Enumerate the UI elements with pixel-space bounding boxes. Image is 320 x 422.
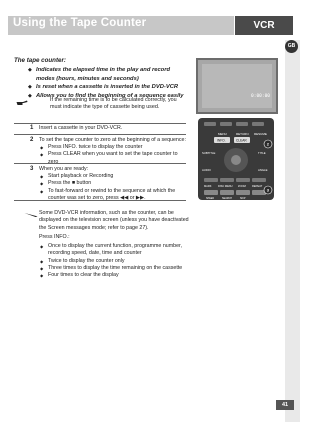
callout-3-label: 3 xyxy=(266,187,270,193)
page-header xyxy=(0,0,300,40)
page-title: Using the Tape Counter xyxy=(13,17,147,29)
remote-label-return: RETURN xyxy=(236,132,249,136)
step-number: 2 xyxy=(30,137,34,143)
remote-label-skip: SKIP xyxy=(240,197,246,200)
remote-label-subtitle: SUBTITLE xyxy=(202,151,216,155)
language-badge: GB xyxy=(285,40,298,53)
step-item: ◆ Press INFO. twice to display the counter xyxy=(39,144,189,151)
step-item: ◆ To fast-forward or rewind to the sequence at which the counter was set to zero, press ◀◀ or ▶▶. xyxy=(39,188,189,202)
step-text xyxy=(39,125,189,132)
note-text xyxy=(39,210,189,280)
divider xyxy=(14,200,186,201)
remote-control-illustration xyxy=(196,118,278,200)
note-item: ◆ Three times to display the time remaining on the cassette xyxy=(39,265,189,272)
step-item: ◆ Start playback or Recording xyxy=(39,173,189,180)
remote-label-clear: CLEAR xyxy=(236,138,247,143)
remote-label-speed: SPEED xyxy=(206,197,215,200)
pointing-hand-icon xyxy=(16,99,28,106)
remote-label-mark: MARK xyxy=(204,185,212,188)
note-text: If the remaining time is to be calculated correctly, you must indicate the type of cassette being used. xyxy=(50,97,177,111)
remote-label-title: TITLE xyxy=(258,151,266,155)
callout-2-label: 2 xyxy=(266,141,270,147)
intro-title: The tape counter: xyxy=(14,57,66,64)
step-number: 3 xyxy=(30,166,34,172)
side-strip xyxy=(285,40,300,422)
divider xyxy=(14,163,186,164)
remote-label-disc-menu: DISC MENU xyxy=(218,185,233,188)
remote-label-info: INFO. xyxy=(217,138,226,143)
remote-label-resume: RESUME xyxy=(254,132,267,136)
intro-item: ◆ Allows you to find the beginning of a sequence easily xyxy=(14,92,189,101)
tv-screen-illustration xyxy=(196,58,278,114)
divider xyxy=(14,123,186,124)
section-tab: VCR xyxy=(235,16,293,35)
intro-item: ◆ Indicates the elapsed time in the play and record modes (hours, minutes and seconds) xyxy=(14,66,189,83)
step-instruction: To set the tape counter to zero at the beginning of a sequence: xyxy=(39,137,186,143)
note-intro: Some DVD-VCR information, such as the counter, can be displayed on the television screen (unless you have deactivated the Screen messages mode; refer to page 27). xyxy=(39,210,189,231)
pen-note-icon xyxy=(24,212,38,218)
step-text xyxy=(39,137,189,166)
step-item: ◆ Press CLEAR when you want to set the tape counter to zero xyxy=(39,151,189,165)
note-item: ◆ Once to display the current function, programme number, recording speed, date, time and counter xyxy=(39,243,189,258)
ok-button xyxy=(231,155,241,165)
remote-label-zoom: ZOOM xyxy=(238,185,246,188)
remote-label-angle: ANGLE xyxy=(258,168,268,172)
remote-label-search: SEARCH xyxy=(222,197,232,200)
step-item: ◆ Press the ■ button xyxy=(39,180,189,187)
step-text xyxy=(39,166,189,202)
step-instruction: Insert a cassette in your DVD-VCR. xyxy=(39,125,123,131)
tv-display xyxy=(202,64,272,108)
note-item: ◆ Four times to clear the display xyxy=(39,272,189,279)
remote-label-menu: MENU xyxy=(218,132,227,136)
remote-label-audio: AUDIO xyxy=(202,168,211,172)
tv-counter: 0:00:00 xyxy=(251,94,270,99)
divider xyxy=(14,134,186,135)
step-number: 1 xyxy=(30,125,34,131)
note-item: ◆ Twice to display the counter only xyxy=(39,258,189,265)
note-press-label: Press INFO.: xyxy=(39,233,70,240)
page-number: 41 xyxy=(276,400,294,410)
remote-label-repeat: REPEAT xyxy=(252,185,263,188)
intro-item: ◆ Is reset when a cassette is inserted in the DVD-VCR xyxy=(14,83,189,92)
intro-section xyxy=(14,57,189,100)
step-instruction: When you are ready: xyxy=(39,166,89,172)
